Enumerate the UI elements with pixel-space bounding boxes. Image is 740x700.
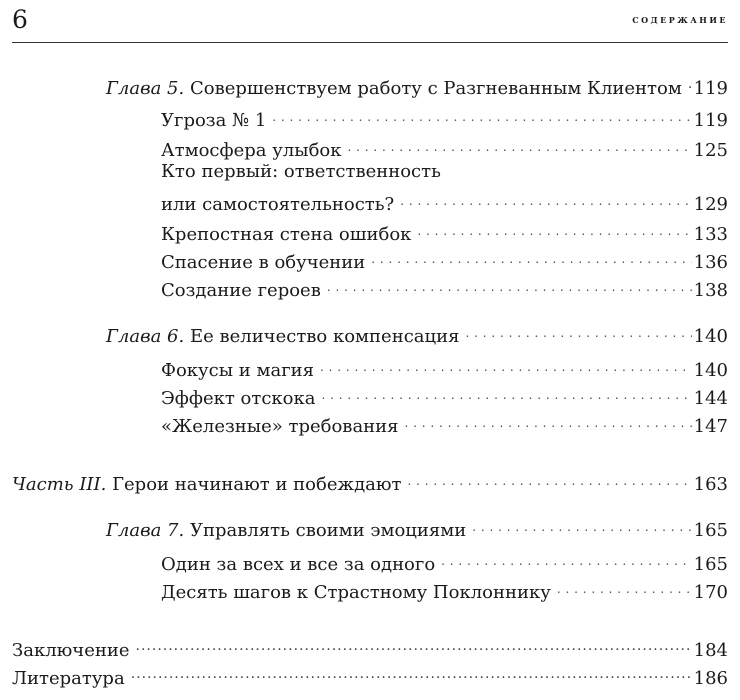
entry-title: Десять шагов к Страстному Поклоннику (161, 582, 551, 603)
entry-title: Глава 7. Управлять своими эмоциями (106, 520, 467, 541)
entry-title: Крепостная стена ошибок (161, 224, 412, 245)
dot-leader (327, 272, 692, 296)
entry-page: 144 (693, 388, 728, 409)
dot-leader (371, 244, 691, 268)
entry-page: 119 (693, 78, 728, 99)
entry-page: 165 (693, 520, 728, 541)
dot-leader (408, 466, 692, 490)
entry-title: Часть III. Герои начинают и побеждают (12, 474, 402, 495)
toc-entry-section[interactable] (161, 186, 728, 217)
toc-entry-literature[interactable] (12, 660, 728, 691)
dot-leader (405, 408, 692, 432)
toc-entry-chapter-7[interactable] (106, 512, 728, 543)
toc-entry-section[interactable] (161, 216, 728, 247)
entry-page: 138 (693, 280, 728, 301)
entry-page: 133 (693, 224, 728, 245)
toc-entry-section[interactable] (161, 244, 728, 275)
toc-entry-section[interactable] (161, 546, 728, 577)
toc-entry-section[interactable] (161, 574, 728, 605)
toc-entry-conclusion[interactable] (12, 632, 728, 663)
toc-entry-section[interactable] (161, 380, 728, 411)
dot-leader (320, 352, 692, 376)
toc-entry-section[interactable] (161, 132, 728, 163)
entry-page: 186 (693, 668, 728, 689)
toc-entry-chapter-5[interactable] (106, 70, 728, 101)
entry-title: «Железные» требования (161, 416, 399, 437)
toc-entry-section[interactable] (161, 102, 728, 133)
dot-leader (400, 186, 691, 210)
entry-page: 163 (693, 474, 728, 495)
header-rule (12, 42, 728, 43)
toc-entry-part-3[interactable] (12, 466, 728, 497)
entry-page: 184 (693, 640, 728, 661)
entry-title: Спасение в обучении (161, 252, 366, 273)
dot-leader (441, 546, 691, 570)
dot-leader (321, 380, 691, 404)
toc-entry-section[interactable] (161, 352, 728, 383)
page-number: 6 (12, 5, 28, 34)
dot-leader (136, 632, 692, 656)
entry-page: 129 (693, 194, 728, 215)
entry-page: 165 (693, 554, 728, 575)
entry-title: Литература (12, 668, 125, 689)
entry-title: Создание героев (161, 280, 321, 301)
dot-leader (688, 70, 692, 94)
entry-page: 125 (693, 140, 728, 161)
entry-page: 136 (693, 252, 728, 273)
entry-page: 140 (693, 326, 728, 347)
entry-title: Один за всех и все за одного (161, 554, 436, 575)
dot-leader (417, 216, 691, 240)
entry-page: 119 (693, 110, 728, 131)
toc-entry-chapter-6[interactable] (106, 318, 728, 349)
dot-leader (272, 102, 691, 126)
dot-leader (348, 132, 692, 156)
entry-page: 170 (693, 582, 728, 603)
entry-title: Фокусы и магия (161, 360, 314, 381)
entry-title: Заключение (12, 640, 130, 661)
toc-entry-section[interactable] (161, 272, 728, 303)
dot-leader (472, 512, 691, 536)
entry-page: 147 (693, 416, 728, 437)
running-head: содержание (632, 12, 728, 26)
dot-leader (131, 660, 692, 684)
dot-leader (465, 318, 691, 342)
entry-page: 140 (693, 360, 728, 381)
entry-title: Глава 5. Совершенствуем работу с Разгневанным Клиентом (106, 78, 682, 99)
entry-title: Атмосфера улыбок (161, 140, 342, 161)
entry-title: Эффект отскока (161, 388, 316, 409)
entry-title: или самостоятельность? (161, 194, 395, 215)
toc-entry-section[interactable] (161, 408, 728, 439)
dot-leader (557, 574, 692, 598)
entry-title: Угроза № 1 (161, 110, 267, 131)
entry-title: Глава 6. Ее величество компенсация (106, 326, 460, 347)
toc-entry-section-line1[interactable]: Кто первый: ответственность (161, 161, 441, 182)
